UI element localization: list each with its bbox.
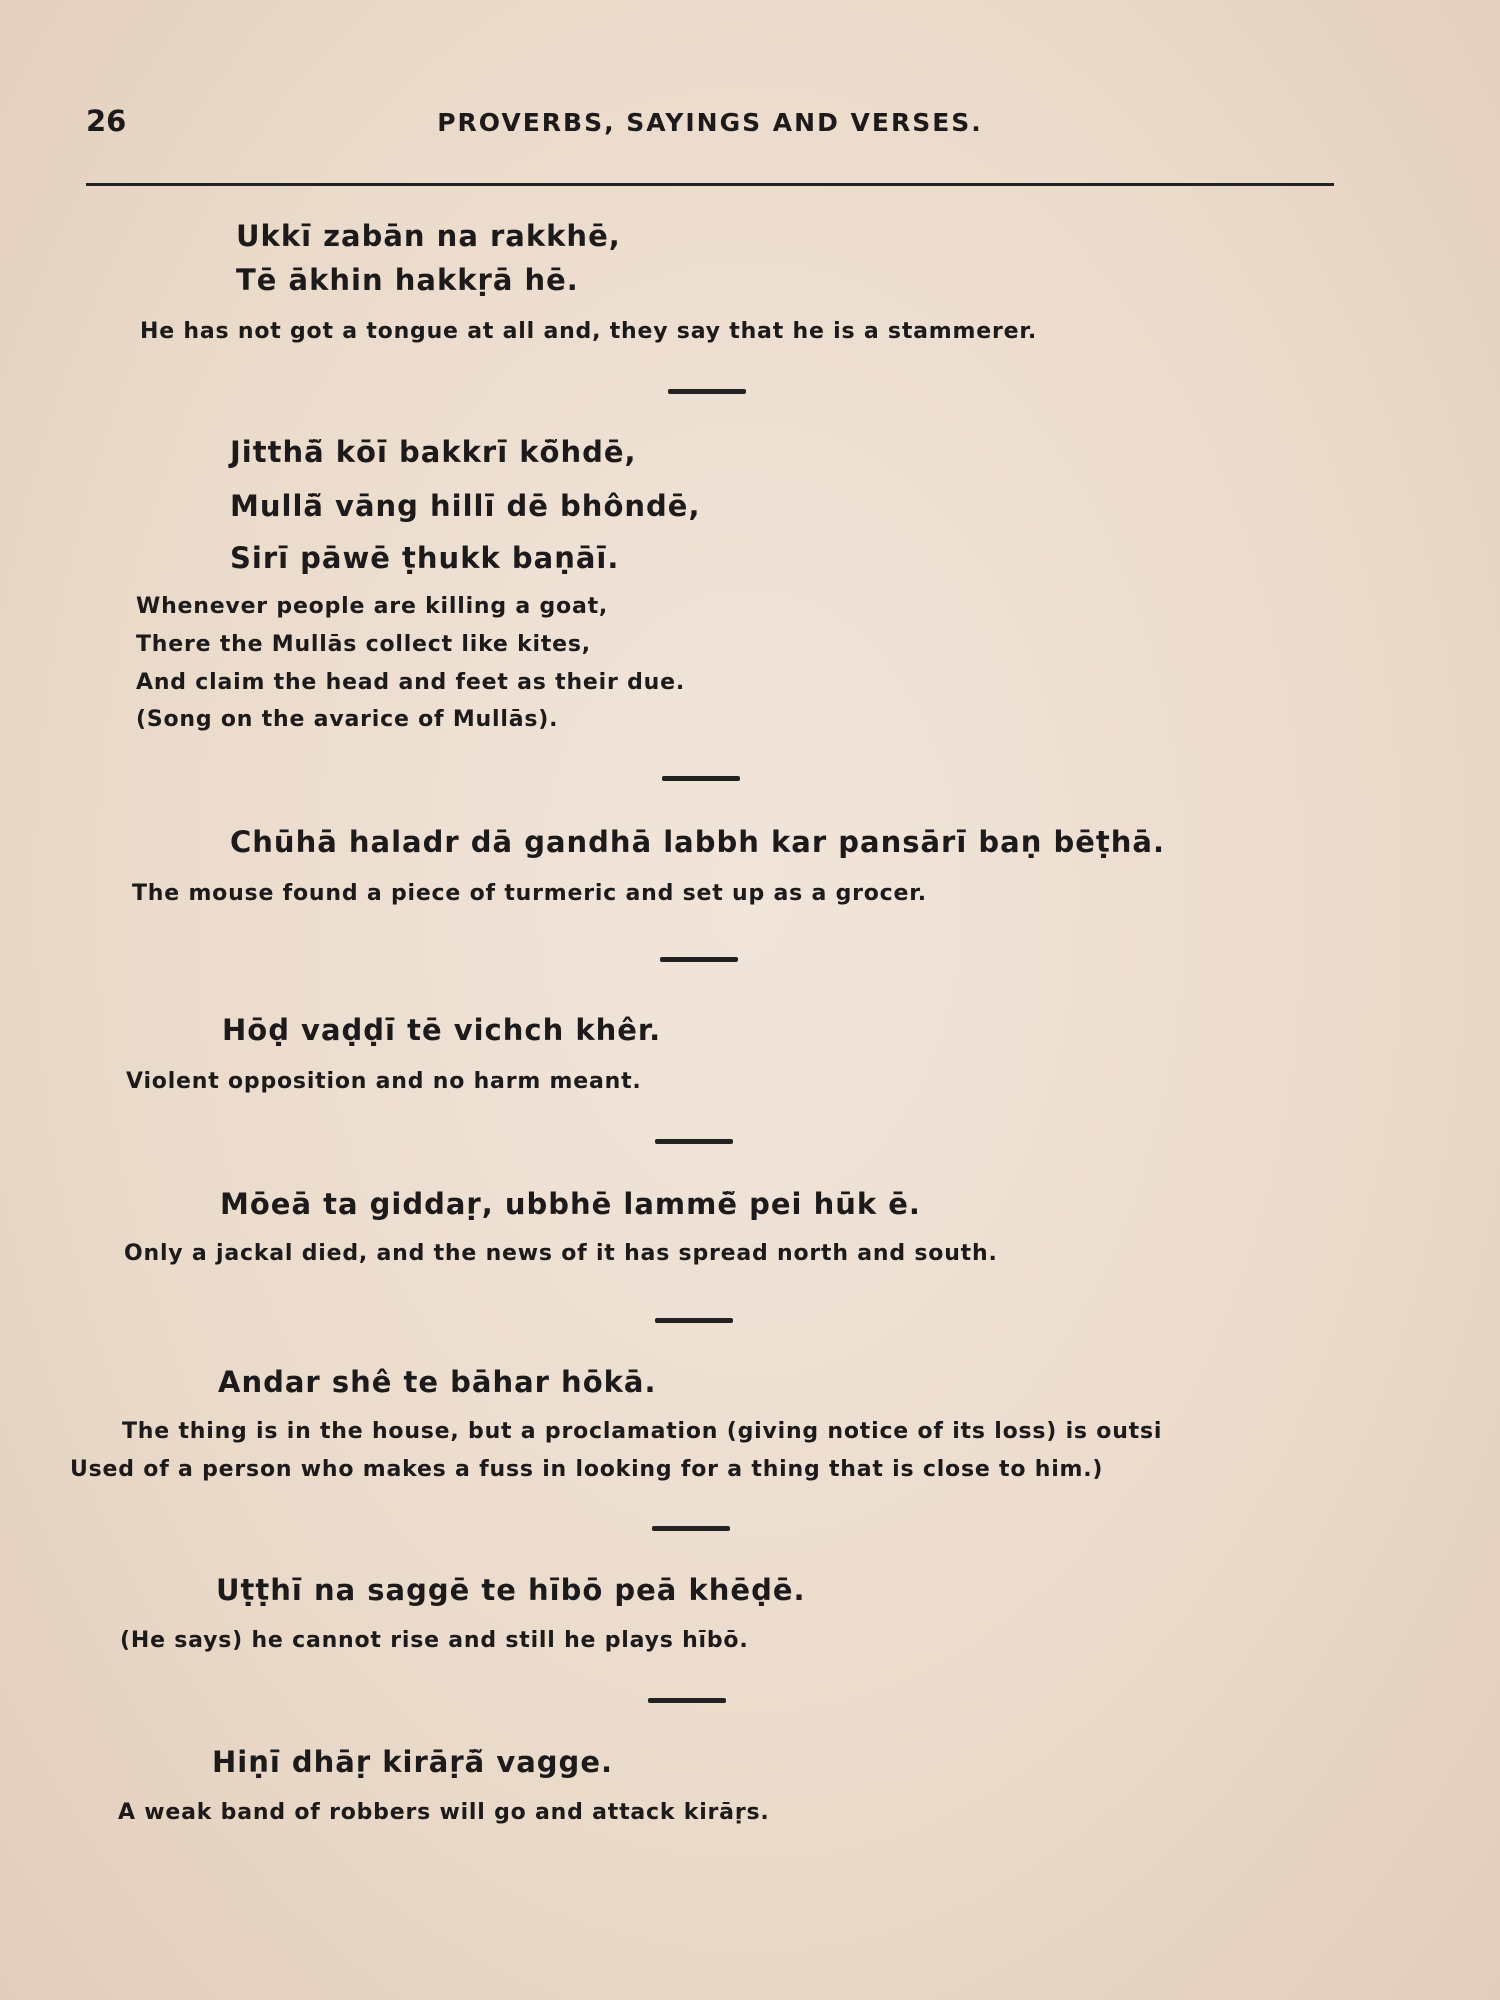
separator (648, 1698, 726, 1703)
translation-line: Only a jackal died, and the news of it has spread north and south. (124, 1241, 998, 1266)
page-header (86, 104, 1334, 144)
verse-line: Ukkī zabān na rakkhē, (236, 219, 621, 253)
page-number: 26 (86, 104, 127, 138)
header-rule (86, 183, 1334, 186)
verse-line: Sirī pāwē ṭhukk baṇāī. (230, 541, 620, 575)
translation-line: The thing is in the house, but a proclamation (giving notice of its loss) is outsi (122, 1419, 1163, 1444)
verse-line: Mullā̃ vāng hillī dē bhôndē, (230, 489, 701, 523)
translation-line: There the Mullās collect like kites, (136, 632, 591, 657)
translation-line: Whenever people are killing a goat, (136, 594, 609, 619)
translation-line: (Song on the avarice of Mullās). (136, 707, 559, 732)
verse-line: Andar shê te bāhar hōkā. (218, 1365, 657, 1399)
separator (655, 1318, 733, 1323)
translation-line: Used of a person who makes a fuss in looking for a thing that is close to him.) (70, 1457, 1104, 1482)
translation-line: A weak band of robbers will go and attack kirāṛs. (118, 1800, 770, 1825)
translation-line: He has not got a tongue at all and, they say that he is a stammerer. (140, 319, 1037, 344)
translation-line: (He says) he cannot rise and still he plays hībō. (120, 1628, 749, 1653)
separator (662, 776, 740, 781)
separator (668, 389, 746, 394)
verse-line: Hōḍ vaḍḍī tē vichch khêr. (222, 1013, 662, 1047)
verse-line: Jitthā̃ kōī bakkrī kō̃hdē, (230, 435, 637, 469)
separator (652, 1526, 730, 1531)
translation-line: The mouse found a piece of turmeric and set up as a grocer. (132, 881, 927, 906)
running-title: PROVERBS, SAYINGS AND VERSES. (437, 108, 983, 137)
translation-line: And claim the head and feet as their due. (136, 670, 685, 695)
separator (655, 1139, 733, 1144)
verse-line: Chūhā haladr dā gandhā labbh kar pansārī baṇ bēṭhā. (230, 825, 1165, 859)
separator (660, 957, 738, 962)
verse-line: Uṭṭhī na saggē te hībō peā khēḍē. (216, 1573, 806, 1607)
verse-line: Hiṇī dhāṛ kirāṛā̃ vagge. (212, 1745, 614, 1779)
translation-line: Violent opposition and no harm meant. (126, 1069, 642, 1094)
verse-line: Mōeā ta giddaṛ, ubbhē lammē̃ pei hūk ē. (220, 1187, 921, 1221)
verse-line: Tē ākhin hakkṛā hē. (236, 263, 579, 297)
